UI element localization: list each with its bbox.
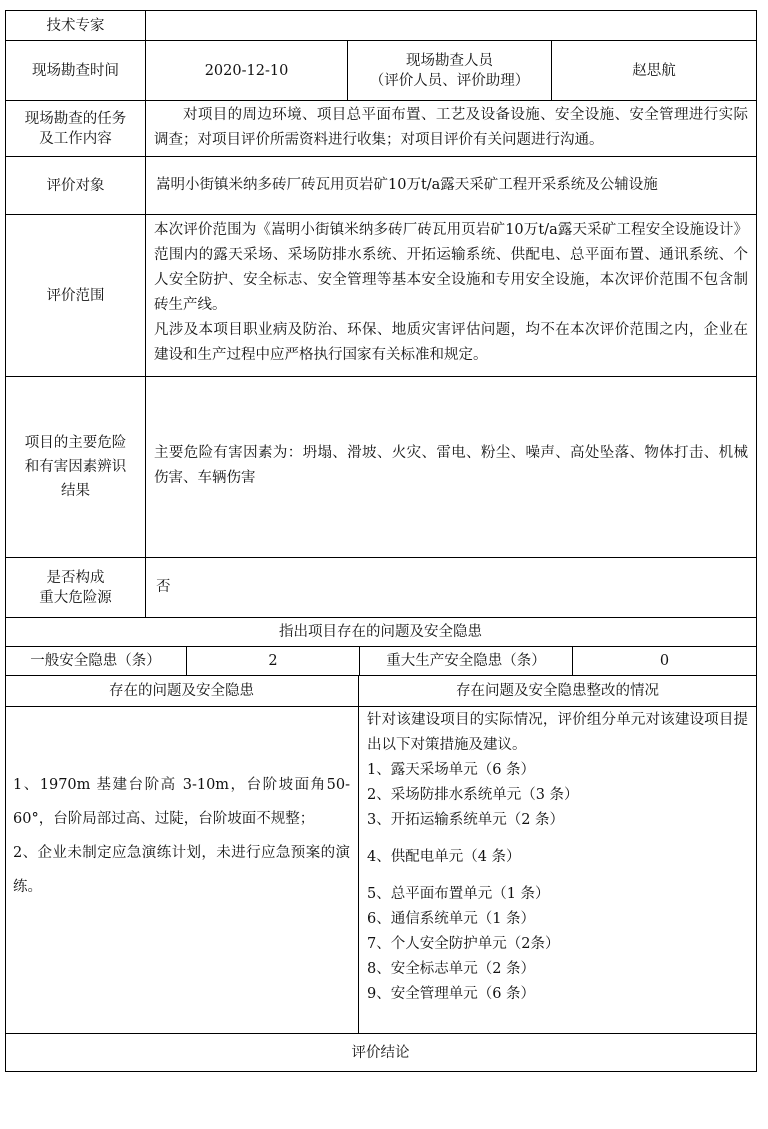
rectification-item: 7、个人安全防护单元（2条） xyxy=(367,936,560,952)
rectification-column-header xyxy=(359,676,756,706)
issues-header-text: 指出项目存在的问题及安全隐患 xyxy=(279,624,482,640)
rectification-item: 8、安全标志单元（2 条） xyxy=(367,961,536,977)
survey-staff-label xyxy=(348,41,551,100)
major-hazard-value-text: 否 xyxy=(156,579,171,595)
rectification-intro: 针对该建设项目的实际情况，评价组分单元对该建设项目提出以下对策措施及建议。 xyxy=(367,712,748,753)
hazards-content: 主要危险有害因素为：坍塌、滑坡、火灾、雷电、粉尘、噪声、高处坠落、物体打击、机械伤害、车辆伤害 xyxy=(154,445,748,486)
hazards-label xyxy=(5,377,146,557)
rectification-item: 3、开拓运输系统单元（2 条） xyxy=(367,812,565,828)
object-content xyxy=(146,157,756,214)
major-production-hazard-label-text: 重大生产安全隐患（条） xyxy=(386,653,546,669)
problems-column-header xyxy=(5,676,358,706)
expert-label-text: 技术专家 xyxy=(46,17,105,34)
major-production-hazard-count xyxy=(573,647,756,675)
scope-paragraph-1: 本次评价范围为《嵩明小街镇米纳多砖厂砖瓦用页岩矿10万t/a露天采矿工程安全设施设计》范围内的露天采场、采场防排水系统、开拓运输系统、供配电、总平面布置、通讯系统、个人安全防护、安全标志、安全管理等基本安全设施和专用安全设施，本次评价范围不包含制砖生产线。 xyxy=(154,222,748,313)
task-label-line2: 及工作内容 xyxy=(39,130,112,147)
problem-item-2: 2、企业未制定应急演练计划，未进行应急预案的演练。 xyxy=(13,845,350,895)
scope-content xyxy=(146,218,756,373)
conclusion-label-text: 评价结论 xyxy=(351,1044,410,1061)
scope-paragraph-2: 凡涉及本项目职业病及防治、环保、地质灾害评估问题，均不在本次评价范围之内，企业在建设和生产过程中应严格执行国家有关标准和规定。 xyxy=(154,322,748,363)
general-hazard-count xyxy=(187,647,359,675)
task-label-line1: 现场勘查的任务 xyxy=(24,110,127,127)
general-hazard-label xyxy=(5,647,186,675)
survey-time-label xyxy=(5,41,146,100)
hazards-label-line3: 结果 xyxy=(61,483,90,499)
issues-header xyxy=(5,618,756,646)
task-label xyxy=(5,101,146,156)
rectification-item: 5、总平面布置单元（1 条） xyxy=(367,886,550,902)
general-hazard-count-text: 2 xyxy=(268,653,278,669)
rectification-list xyxy=(367,758,748,1007)
object-label xyxy=(5,157,146,214)
major-hazard-label-line1: 是否构成 xyxy=(46,569,105,586)
rectification-item: 4、供配电单元（4 条） xyxy=(367,849,521,865)
expert-value xyxy=(146,10,756,41)
survey-staff-value xyxy=(552,41,756,100)
survey-time-label-text: 现场勘查时间 xyxy=(32,62,119,79)
rectification-item: 2、采场防排水系统单元（3 条） xyxy=(367,787,579,803)
hazards-label-line1: 项目的主要危险 xyxy=(24,435,127,451)
general-hazard-label-text: 一般安全隐患（条） xyxy=(30,653,161,669)
problem-item-1: 1、1970m 基建台阶高 3-10m，台阶坡面角50-60°，台阶局部过高、过陡，台阶坡面不规整； xyxy=(13,777,350,827)
survey-staff-label-line2: （评价人员、评价助理） xyxy=(369,72,530,89)
major-hazard-label xyxy=(5,558,146,617)
task-content: 对项目的周边环境、项目总平面布置、工艺及设备设施、安全设施、安全管理进行实际调查；对项目评价所需资料进行收集；对项目评价有关问题进行沟通。 xyxy=(154,107,748,148)
hazards-label-line2: 和有害因素辨识 xyxy=(24,459,127,475)
major-hazard-value xyxy=(146,558,756,617)
major-production-hazard-label xyxy=(360,647,572,675)
object-content-text: 嵩明小街镇米纳多砖厂砖瓦用页岩矿10万t/a露天采矿工程开采系统及公辅设施 xyxy=(156,177,658,193)
rectification-item: 6、通信系统单元（1 条） xyxy=(367,911,536,927)
survey-time-value xyxy=(146,41,347,100)
rectification-content xyxy=(359,708,756,1007)
survey-staff-label-line1: 现场勘查人员 xyxy=(406,52,493,69)
scope-label-text: 评价范围 xyxy=(46,287,105,304)
object-label-text: 评价对象 xyxy=(46,177,105,194)
rectification-column-header-text: 存在问题及安全隐患整改的情况 xyxy=(456,683,659,699)
rectification-item: 9、安全管理单元（6 条） xyxy=(367,986,536,1002)
scope-label xyxy=(5,215,146,376)
survey-staff-value-text: 赵思航 xyxy=(632,62,676,79)
survey-time-value-text: 2020-12-10 xyxy=(204,62,289,79)
expert-label xyxy=(5,10,146,41)
problems-content xyxy=(5,768,358,904)
problems-column-header-text: 存在的问题及安全隐患 xyxy=(109,683,254,699)
major-production-hazard-count-text: 0 xyxy=(659,653,670,669)
major-hazard-label-line2: 重大危险源 xyxy=(39,589,112,606)
conclusion-label xyxy=(5,1034,756,1071)
rectification-item: 1、露天采场单元（6 条） xyxy=(367,762,536,778)
